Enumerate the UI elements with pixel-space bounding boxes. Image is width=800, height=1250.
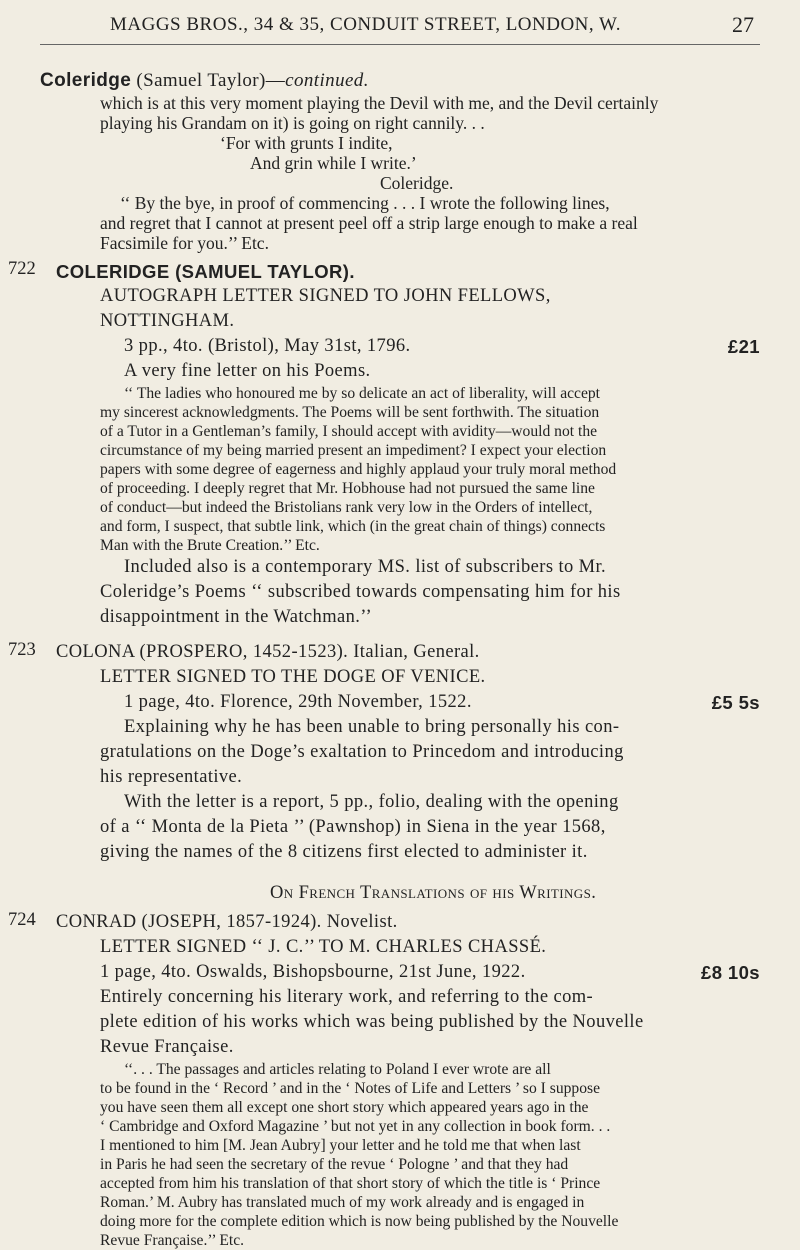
section-heading: On French Translations of his Writings.: [270, 883, 597, 903]
quote-line: and form, I suspect, that subtle link, which (in the great chain of things) connects: [100, 518, 606, 535]
lot-price: £21: [727, 336, 760, 357]
lot-entry: [8, 640, 760, 865]
header-title: MAGGS BROS., 34 & 35, CONDUIT STREET, LONDON, W.: [110, 14, 621, 35]
quote-line: in Paris he had seen the secretary of the revue ‘ Pologne ’ and that they had: [100, 1156, 569, 1173]
lot-subtitle: LETTER SIGNED TO THE DOGE OF VENICE.: [100, 667, 486, 687]
quote-line: of a Tutor in a Gentleman’s family, I should accept with avidity—would not the: [100, 423, 598, 440]
quote-line: ‘ Cambridge and Oxford Magazine ’ but not yet in any collection in book form. . .: [100, 1118, 611, 1135]
desc-line: of a ‘‘ Monta de la Pieta ’’ (Pawnshop) in Siena in the year 1568,: [100, 817, 606, 837]
quote-line: of proceeding. I deeply regret that Mr. Hobhouse had not pursued the same line: [100, 480, 595, 497]
lot-title: COLERIDGE (SAMUEL TAYLOR).: [56, 261, 355, 282]
quote-line: of conduct—but indeed the Bristolians rank very low in the Orders of intellect,: [100, 499, 593, 516]
lot-title: CONRAD (JOSEPH, 1857-1924). Novelist.: [56, 912, 398, 932]
desc-line: giving the names of the 8 citizens first elected to administer it.: [100, 842, 588, 862]
lot-price: £5 5s: [711, 692, 760, 713]
lot-details: [40, 334, 760, 359]
lot-details: [40, 960, 760, 985]
quote-line: I mentioned to him [M. Jean Aubry] your letter and he told me that when last: [100, 1137, 581, 1154]
lot-entry: [8, 259, 760, 630]
desc-line: gratulations on the Doge’s exaltation to Princedom and introducing: [100, 742, 624, 762]
quote-line: doing more for the complete edition which is now being published by the Nouvelle: [100, 1213, 619, 1230]
lot-price: £8 10s: [701, 962, 760, 983]
quote-line: Revue Française.’’ Etc.: [100, 1232, 245, 1249]
lot-title: COLONA (PROSPERO, 1452-1523). Italian, General.: [56, 642, 480, 662]
lot-details: [40, 690, 760, 715]
continued-line: ‘‘ By the bye, in proof of commencing . . . I wrote the following lines,: [120, 193, 610, 213]
lot-number: 724: [8, 910, 36, 930]
lot-details-text: 1 page, 4to. Florence, 29th November, 1522.: [124, 692, 472, 712]
continued-word: continued.: [285, 70, 369, 91]
quote-line: Man with the Brute Creation.’’ Etc.: [100, 537, 320, 554]
continued-line: And grin while I write.’: [250, 153, 417, 173]
continued-line: which is at this very moment playing the Devil with me, and the Devil certainly: [100, 93, 659, 113]
quote-line: ‘‘ The ladies who honoured me by so delicate an act of liberality, will accept: [124, 385, 601, 402]
lot-subtitle: NOTTINGHAM.: [100, 311, 235, 331]
quote-line: ‘‘. . . The passages and articles relating to Poland I ever wrote are all: [124, 1061, 551, 1078]
quote-line: to be found in the ‘ Record ’ and in the ‘ Notes of Life and Letters ’ so I suppose: [100, 1080, 601, 1097]
continued-line: playing his Grandam on it) is going on right cannily. . .: [100, 113, 485, 133]
quote-line: papers with some degree of eagerness and highly applaud your truly moral method: [100, 461, 617, 478]
continued-entry: [40, 68, 760, 253]
lot-note: A very fine letter on his Poems.: [124, 361, 371, 381]
continued-line: ‘For with grunts I indite,: [220, 133, 393, 153]
desc-line: Explaining why he has been unable to bring personally his con-: [124, 717, 620, 737]
continued-heading: [40, 68, 760, 93]
desc-line: With the letter is a report, 5 pp., folio, dealing with the opening: [124, 792, 619, 812]
desc-line: plete edition of his works which was being published by the Nouvelle: [100, 1012, 644, 1032]
header-rule: [40, 44, 760, 45]
lot-subtitle: LETTER SIGNED ‘‘ J. C.’’ TO M. CHARLES CHASSÉ.: [100, 937, 547, 957]
quote-line: circumstance of my being married present an impediment? I expect your election: [100, 442, 607, 459]
page-header: [0, 0, 800, 48]
quote-line: Roman.’ M. Aubry has translated much of my work already and is engaged in: [100, 1194, 585, 1211]
catalogue-body: [8, 68, 760, 1250]
desc-line: Entirely concerning his literary work, and referring to the com-: [100, 987, 594, 1007]
continued-line: Coleridge.: [380, 173, 454, 193]
lot-details-text: 1 page, 4to. Oswalds, Bishopsbourne, 21st June, 1922.: [100, 962, 526, 982]
extra-line: Included also is a contemporary MS. list of subscribers to Mr.: [124, 557, 607, 577]
continued-line: Facsimile for you.’’ Etc.: [100, 233, 269, 253]
quote-line: my sincerest acknowledgments. The Poems will be sent forthwith. The situation: [100, 404, 600, 421]
page-number: 27: [732, 12, 754, 37]
extra-line: disappointment in the Watchman.’’: [100, 607, 373, 627]
extra-line: Coleridge’s Poems ‘‘ subscribed towards compensating him for his: [100, 582, 621, 602]
lot-details-text: 3 pp., 4to. (Bristol), May 31st, 1796.: [124, 336, 411, 356]
lot-number: 723: [8, 640, 36, 660]
lot-number: 722: [8, 259, 36, 279]
lot-subtitle: AUTOGRAPH LETTER SIGNED TO JOHN FELLOWS,: [100, 286, 551, 306]
desc-line: Revue Française.: [100, 1037, 234, 1057]
quote-line: accepted from him his translation of that short story of which the title is ‘ Prince: [100, 1175, 601, 1192]
desc-line: his representative.: [100, 767, 243, 787]
lot-title-row: [8, 910, 760, 935]
lot-entry: [8, 881, 760, 1250]
quote-line: you have seen them all except one short story which appeared years ago in the: [100, 1099, 589, 1116]
continued-name: Coleridge: [40, 70, 132, 91]
continued-paren: (Samuel Taylor)—: [136, 70, 286, 91]
continued-line: and regret that I cannot at present peel off a strip large enough to make a real: [100, 213, 638, 233]
